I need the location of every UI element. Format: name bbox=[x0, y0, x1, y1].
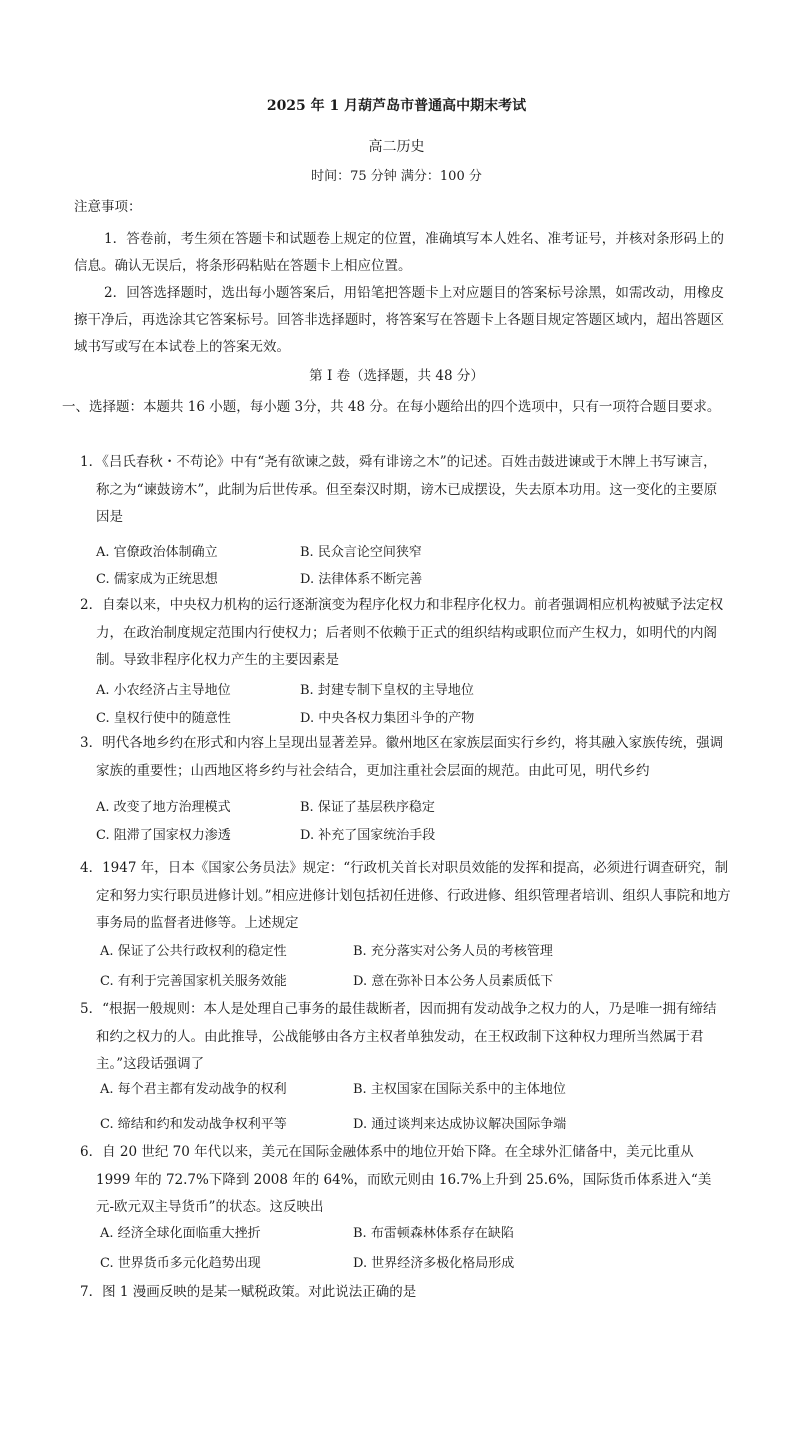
question-2-stem: 2．自秦以来，中央权力机构的运行逐渐演变为程序化权力和非程序化权力。前者强调相应机构被赋予法定权力，在政治制度规定范围内行使权力；后者则不依赖于正式的组织结构或职位而产生权力，如明代的内阁制。导致非程序化权力产生的主要因素是 bbox=[80, 597, 724, 668]
question-2 bbox=[80, 592, 726, 675]
section-instructions-text: 一、选择题：本题共 16 小题，每小题 3分，共 48 分。在每小题给出的四个选项中，只有一项符合题目要求。 bbox=[62, 399, 721, 415]
exam-time-info: 时间：75 分钟 满分：100 分 bbox=[311, 169, 482, 184]
question-2-option-b[interactable]: B. 封建专制下皇权的主导地位 bbox=[300, 683, 474, 698]
question-1 bbox=[80, 449, 726, 532]
question-4-option-c[interactable]: C. 有利于完善国家机关服务效能 bbox=[100, 974, 287, 989]
notice-heading: 注意事项： bbox=[74, 199, 142, 215]
question-7-stem: 7．图 1 漫画反映的是某一赋税政策。对此说法正确的是 bbox=[80, 1284, 417, 1300]
question-4-option-b[interactable]: B. 充分落实对公务人员的考核管理 bbox=[353, 944, 553, 959]
question-6-stem: 6．自 20 世纪 70 年代以来，美元在国际金融体系中的地位开始下降。在全球外汇储备中，美元比重从 1999 年的 72.7%下降到 2008 年的 64%，而欧元则由 16.7%上升到 25.6%，国际货币体系进入“美元-欧元双主导货币”的状态。这反映出 bbox=[80, 1144, 712, 1215]
question-6-option-b[interactable]: B. 布雷顿森林体系存在缺陷 bbox=[353, 1226, 514, 1241]
question-6-option-a[interactable]: A. 经济全球化面临重大挫折 bbox=[100, 1226, 261, 1241]
question-1-option-a[interactable]: A. 官僚政治体制确立 bbox=[96, 545, 218, 560]
exam-title: 2025 年 1 月葫芦岛市普通高中期末考试 bbox=[266, 98, 527, 114]
question-7 bbox=[80, 1279, 726, 1307]
question-1-option-b[interactable]: B. 民众言论空间狭窄 bbox=[300, 545, 422, 560]
question-4-option-d[interactable]: D. 意在弥补日本公务人员素质低下 bbox=[353, 974, 554, 989]
question-3-option-b[interactable]: B. 保证了基层秩序稳定 bbox=[300, 800, 435, 815]
question-2-option-d[interactable]: D. 中央各权力集团斗争的产物 bbox=[300, 711, 475, 726]
question-4-stem: 4．1947 年，日本《国家公务员法》规定：“行政机关首长对职员效能的发挥和提高，必须进行调查研究，制定和努力实行职员进修计划。”相应进修计划包括初任进修、行政进修、组织管理者培训、组织人事院和地方事务局的监督者进修等。上述规定 bbox=[80, 860, 731, 931]
question-1-option-d[interactable]: D. 法律体系不断完善 bbox=[300, 572, 423, 587]
question-6-option-c[interactable]: C. 世界货币多元化趋势出现 bbox=[100, 1256, 261, 1271]
question-5-option-d[interactable]: D. 通过谈判来达成协议解决国际争端 bbox=[353, 1117, 567, 1132]
question-6 bbox=[80, 1139, 726, 1222]
question-3 bbox=[80, 730, 726, 785]
question-1-option-c[interactable]: C. 儒家成为正统思想 bbox=[96, 572, 218, 587]
question-2-option-c[interactable]: C. 皇权行使中的随意性 bbox=[96, 711, 231, 726]
exam-subject: 高二历史 bbox=[368, 139, 425, 155]
section-instructions bbox=[62, 394, 726, 422]
question-4 bbox=[80, 855, 732, 938]
question-5-stem: 5．“根据一般规则：本人是处理自己事务的最佳裁断者，因而拥有发动战争之权力的人，乃是唯一拥有缔结和约之权力的人。由此推导，公战能够由各方主权者单独发动，在王权政制下这种权力理所当然属于君主。”这段话强调了 bbox=[80, 1001, 717, 1072]
section-heading: 第 I 卷（选择题，共 48 分） bbox=[309, 368, 484, 384]
question-1-stem: 1．《吕氏春秋・不苟论》中有“尧有欲谏之鼓，舜有诽谤之木”的记述。百姓击鼓进谏或于木牌上书写谏言，称之为“谏鼓谤木”，此制为后世传承。但至秦汉时期，谤木已成摆设，失去原本功用。这一变化的主要原因是 bbox=[80, 454, 718, 525]
notice-item-2: 2．回答选择题时，选出每小题答案后，用铅笔把答题卡上对应题目的答案标号涂黑，如需改动，用橡皮擦干净后，再选涂其它答案标号。回答非选择题时，将答案写在答题卡上各题目规定答题区域内，超出答题区域书写或写在本试卷上的答案无效。 bbox=[74, 285, 724, 355]
question-5-option-b[interactable]: B. 主权国家在国际关系中的主体地位 bbox=[353, 1082, 566, 1097]
question-4-option-a[interactable]: A. 保证了公共行政权利的稳定性 bbox=[100, 944, 287, 959]
question-6-option-d[interactable]: D. 世界经济多极化格局形成 bbox=[353, 1256, 515, 1271]
question-5-option-c[interactable]: C. 缔结和约和发动战争权利平等 bbox=[100, 1117, 287, 1132]
question-3-stem: 3．明代各地乡约在形式和内容上呈现出显著差异。徽州地区在家族层面实行乡约，将其融入家族传统，强调家族的重要性；山西地区将乡约与社会结合，更加注重社会层面的规范。由此可见，明代乡约 bbox=[80, 735, 724, 779]
question-3-option-d[interactable]: D. 补充了国家统治手段 bbox=[300, 828, 436, 843]
question-3-option-c[interactable]: C. 阻滞了国家权力渗透 bbox=[96, 828, 231, 843]
notice-item-1: 1．答卷前，考生须在答题卡和试题卷上规定的位置，准确填写本人姓名、准考证号，并核对条形码上的信息。确认无误后，将条形码粘贴在答题卡上相应位置。 bbox=[74, 231, 724, 274]
question-2-option-a[interactable]: A. 小农经济占主导地位 bbox=[96, 683, 231, 698]
question-5-option-a[interactable]: A. 每个君主都有发动战争的权利 bbox=[100, 1082, 287, 1097]
question-3-option-a[interactable]: A. 改变了地方治理模式 bbox=[96, 800, 231, 815]
question-5 bbox=[80, 996, 726, 1079]
